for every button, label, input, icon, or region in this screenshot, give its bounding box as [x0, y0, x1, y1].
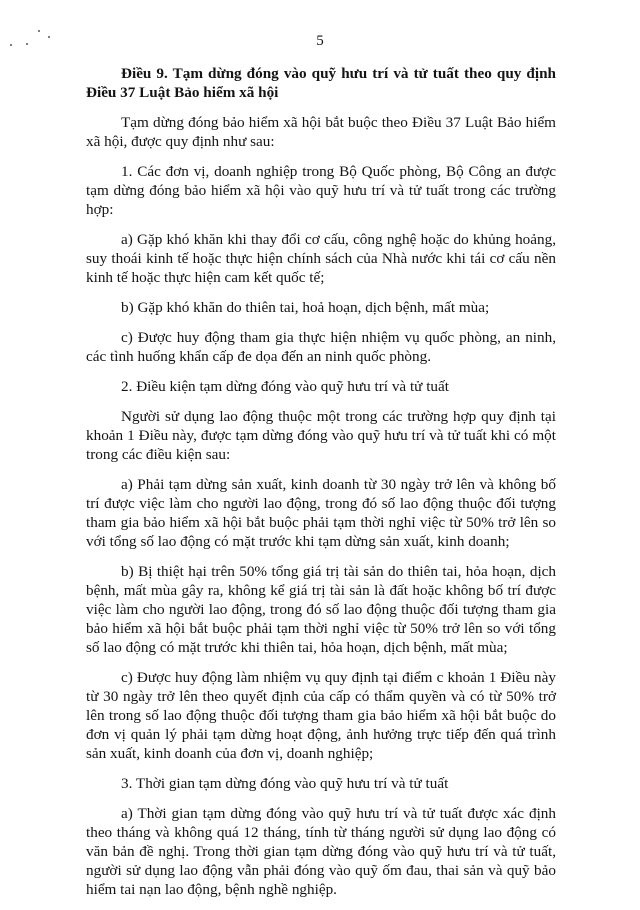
clause-2: 2. Điều kiện tạm dừng đóng vào quỹ hưu trí và tử tuất	[121, 378, 449, 395]
clause-3: 3. Thời gian tạm dừng đóng vào quỹ hưu trí và tử tuất	[121, 775, 449, 792]
clause-1-point-c: c) Được huy động tham gia thực hiện nhiệm vụ quốc phòng, an ninh, các tình huống khẩn cấp đe dọa đến an ninh quốc phòng.	[86, 329, 556, 365]
clause-2-point-a: a) Phải tạm dừng sản xuất, kinh doanh từ 30 ngày trở lên và không bố trí được việc làm cho người lao động, trong đó số lao động thuộc đối tượng tham gia bảo hiểm xã hội bắt buộc phải tạm thời nghỉ việc từ 50% trở lên so với tổng số lao động có mặt trước khi tạm dừng sản xuất, kinh doanh;	[86, 476, 556, 550]
clause-1: 1. Các đơn vị, doanh nghiệp trong Bộ Quốc phòng, Bộ Công an được tạm dừng đóng bảo hiểm xã hội vào quỹ hưu trí và tử tuất trong các trường hợp:	[86, 163, 556, 218]
document-body	[86, 64, 556, 910]
clause-2-point-b: b) Bị thiệt hại trên 50% tổng giá trị tài sản do thiên tai, hỏa hoạn, dịch bệnh, mất mùa gây ra, không kể giá trị tài sản là đất hoặc không bố trí được việc làm cho người lao động, trong đó số lao động thuộc đối tượng tham gia bảo hiểm xã hội bắt buộc phải tạm thời nghỉ việc từ 50% trở lên so với tổng số lao động có mặt trước khi thiên tai, hỏa hoạn, dịch bệnh, mất mùa;	[86, 563, 556, 656]
clause-1-point-b: b) Gặp khó khăn do thiên tai, hoả hoạn, dịch bệnh, mất mùa;	[121, 299, 490, 316]
article-heading: Điều 9. Tạm dừng đóng vào quỹ hưu trí và tử tuất theo quy định Điều 37 Luật Bảo hiểm xã hội	[86, 65, 556, 101]
clause-3-point-a: a) Thời gian tạm dừng đóng vào quỹ hưu trí và tử tuất được xác định theo tháng và không quá 12 tháng, tính từ tháng người sử dụng lao động có văn bản đề nghị. Trong thời gian tạm dừng đóng vào quỹ hưu trí và tử tuất, người sử dụng lao động vẫn phải đóng vào quỹ ốm đau, thai sản và quỹ bảo hiểm tai nạn lao động, bệnh nghề nghiệp.	[86, 805, 556, 898]
clause-1-point-a: a) Gặp khó khăn khi thay đổi cơ cấu, công nghệ hoặc do khủng hoảng, suy thoái kinh tế hoặc thực hiện chính sách của Nhà nước khi tái cơ cấu nền kinh tế hoặc thực hiện cam kết quốc tế;	[86, 231, 556, 286]
clause-2-lead: Người sử dụng lao động thuộc một trong các trường hợp quy định tại khoản 1 Điều này, được tạm dừng đóng vào quỹ hưu trí và tử tuất khi có một trong các điều kiện sau:	[86, 408, 556, 463]
scan-speck	[38, 30, 40, 32]
article-intro: Tạm dừng đóng bảo hiểm xã hội bắt buộc theo Điều 37 Luật Bảo hiểm xã hội, được quy định như sau:	[86, 114, 556, 150]
page-number: 5	[316, 33, 324, 49]
clause-2-point-c: c) Được huy động làm nhiệm vụ quy định tại điểm c khoản 1 Điều này từ 30 ngày trở lên theo quyết định của cấp có thẩm quyền và có từ 50% trở lên trong số lao động thuộc đối tượng tham gia bảo hiểm xã hội bắt buộc do đơn vị quản lý phải tạm dừng hoạt động, ảnh hưởng trực tiếp đến quá trình sản xuất, kinh doanh của đơn vị, doanh nghiệp;	[86, 669, 556, 762]
